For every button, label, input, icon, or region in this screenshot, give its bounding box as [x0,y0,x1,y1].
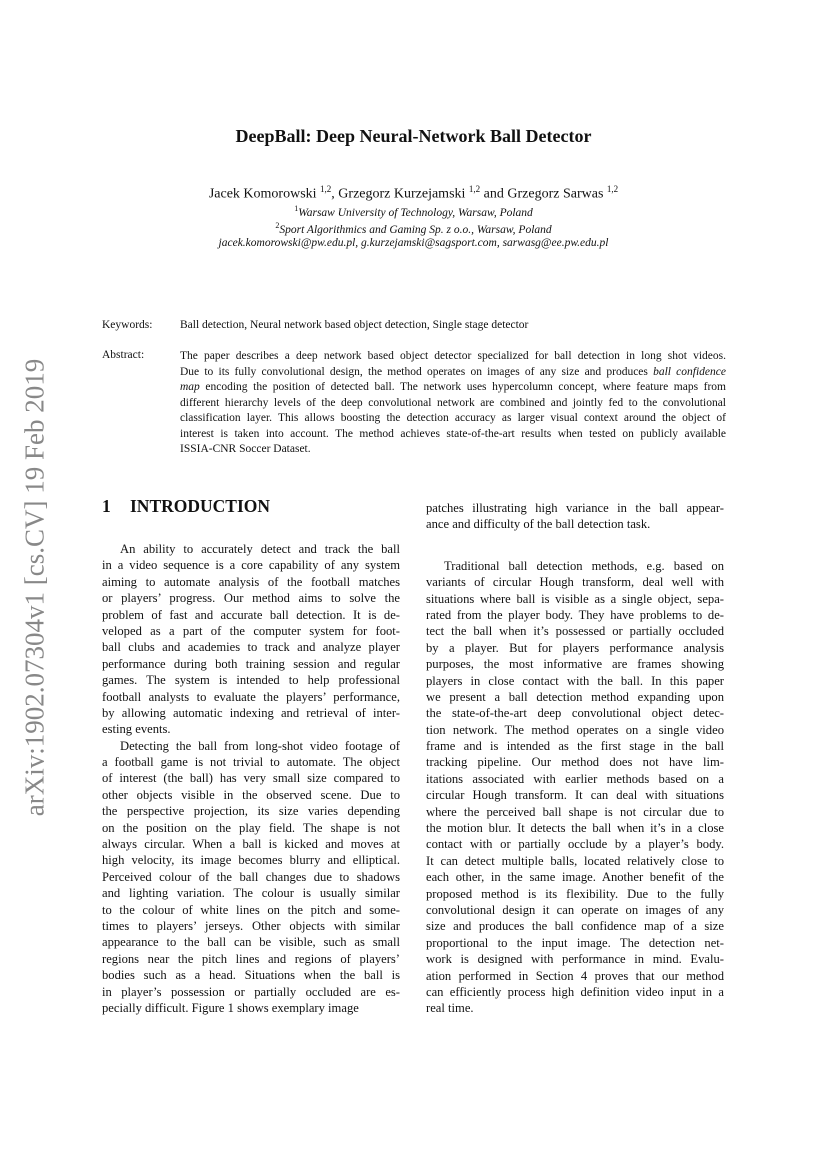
text-line: aiming to automate analysis of the football matches [102,574,400,589]
author-affiliation: 1,2 [320,184,332,194]
text-line: the state-of-the-art deep convolutional object detec- [426,706,724,721]
text-line: football analysts to evaluate the players’ performance, [102,689,400,704]
text-line: we present a ball detection method expanding upon [426,689,724,704]
keywords-text: Ball detection, Neural network based object detection, Single stage detector [180,319,529,331]
abstract-line: The paper describes a deep network based object detector specialized for ball detection in long shot videos. [180,350,726,362]
text-line: problem of fast and accurate ball detection. It is de- [102,607,400,622]
abstract-line: ISSIA-CNR Soccer Dataset. [180,443,311,455]
text-line: or players’ progress. Our method aims to solve the [102,591,400,606]
text-line: ball clubs and academies to track and analyze player [102,640,400,655]
text-line: proportional to the input image. The detection net- [426,935,724,950]
author-separator: and [480,186,508,202]
abstract-line: interest is taken into account. The method achieves state-of-the-art results when tested on publicly available [180,427,726,440]
text-line: veloped as a part of the computer system for foot- [102,623,400,638]
author-affiliation: 1,2 [468,184,481,194]
text-line: regions near the pitch lines and regions of players’ [102,951,400,966]
text-line: by allowing automatic indexing and retrieval of inter- [102,705,400,720]
text-line: in a video sequence is a core capability of any system [102,558,400,573]
text-line: high velocity, its image becomes blurry and elliptical. [102,853,400,868]
abstract-line: different hierarchy levels of the deep convolutional network are combined and jointly fed to the convolutional [180,396,726,409]
abstract-line [180,380,726,396]
text-line: tion network. The method operates on a single video [426,722,724,737]
text-line: It can detect multiple balls, located relatively close to [426,853,724,868]
abstract-text-run: Due to its fully convolutional design, the method operates on images of any size and produces [180,365,654,378]
text-line: players in close contact with the ball. In this paper [426,673,724,688]
author-emails: jacek.komorowski@pw.edu.pl, g.kurzejamski@sagsport.com, sarwasg@ee.pw.edu.pl [218,237,609,249]
abstract-emphasis: ball confidence [653,365,726,378]
keywords-label: Keywords: [102,319,153,331]
text-line: appearance to the ball can be visible, such as small [102,935,400,950]
right-column [426,500,724,1017]
text-line: the perspective projection, its size varies depending [102,804,400,819]
text-line: other objects visible in the observed scene. Due to [102,787,400,802]
text-line: games. The system is intended to help professional [102,673,400,688]
text-line: on the position on the play field. The shape is not [102,820,400,835]
abstract-emphasis: map [180,381,200,393]
text-line: proposed method is its flexibility. Due to the fully [426,886,724,901]
section-title: INTRODUCTION [130,496,271,516]
text-line: always circular. When a ball is kicked and moves at [102,837,400,852]
affiliation-2 [0,221,827,236]
abstract-text-run: encoding the position of detected ball. The network uses hypercolumn concept, where feature maps from [199,381,726,393]
text-line: esting events. [102,722,171,737]
affiliation-text: Warsaw University of Technology, Warsaw, Poland [298,206,533,219]
text-line: ation performed in Section 4 proves that our method [426,968,724,983]
text-line: the motion blur. It detects the ball when it’s in a close [426,821,724,836]
author-separator: , [331,186,339,202]
text-line: each other, in the same image. Another benefit of the [426,870,724,885]
text-line: work is designed with performance in mind. Evalu- [426,952,724,967]
abstract-line: classification layer. This allows boosting the detection accuracy as larger visual context around the object of [180,412,726,424]
abstract-label: Abstract: [102,349,145,361]
text-line: Detecting the ball from long-shot video footage of [120,738,400,753]
text-line: Traditional ball detection methods, e.g. based on [444,558,724,573]
text-line: ance and difficulty of the ball detection task. [426,517,651,532]
text-line: and lighting variation. The colour is usually similar [102,886,400,901]
paper-title: DeepBall: Deep Neural-Network Ball Detector [235,126,592,146]
paragraph [426,500,724,533]
paragraph [102,738,400,1017]
text-line: a football game is not trivial to automate. The object [102,755,400,770]
abstract-line [180,365,726,381]
text-line: situations where ball is visible as a single object, sepa- [426,591,724,606]
affiliation-number: 1 [294,204,299,213]
text-line: purposes, the most informative are frames showing [426,657,724,672]
author-affiliation: 1,2 [606,184,619,194]
text-line: contact with or partially occlude by a player’s body. [426,837,724,852]
text-line: rated from the player body. They have problems to de- [426,607,724,622]
left-column [102,541,400,1016]
text-line: bodies such as a head. Situations when the ball is [102,968,400,983]
text-line: in player’s possession or partially occluded are es- [102,984,400,999]
section-heading [102,496,270,517]
arxiv-identifier: arXiv:1902.07304v1 [cs.CV] 19 Feb 2019 [19,358,50,817]
affiliation-1 [0,204,827,219]
text-line: circular Hough transform. It can deal with situations [426,788,724,803]
text-line: tracking pipeline. Our method does not have lim- [426,755,724,770]
text-line: size and produces the ball confidence map of a size [426,919,724,934]
text-line: of interest (the ball) has very small size compared to [102,771,400,786]
paragraph [102,541,400,738]
text-line: can efficiently process high definition video input in a [426,984,724,999]
text-line: pecially difficult. Figure 1 shows exemplary image [102,1000,359,1015]
affiliation-text: Sport Algorithmics and Gaming Sp. z o.o., Warsaw, Poland [279,223,552,236]
abstract-text [180,349,726,458]
author-name: Jacek Komorowski [208,186,317,202]
affiliation-number: 2 [275,221,280,230]
text-line: frame and is intended as the first stage in the ball [426,739,724,754]
text-line: times to players’ jerseys. Other objects with similar [102,918,400,933]
text-line: where the perceived ball shape is not circular due to [426,804,724,819]
text-line: by a player. But for players performance analysis [426,640,724,655]
text-line: convolutional design it can operate on images of any [426,902,724,917]
text-line: to the colour of white lines on the pitch and some- [102,902,400,917]
author-list [0,184,827,203]
text-line: An ability to accurately detect and track the ball [120,542,400,556]
author-name: Grzegorz Sarwas [507,186,604,202]
text-line: real time. [426,1001,474,1016]
text-line: variants of circular Hough transform, deal well with [426,575,724,590]
text-line: patches illustrating high variance in the ball appear- [426,501,724,515]
author-name: Grzegorz Kurzejamski [338,186,466,202]
paragraph [426,558,724,1017]
section-number: 1 [102,496,111,516]
text-line: performance during both training session and regular [102,656,400,671]
text-line: tect the ball when it’s possessed or partially occluded [426,624,724,639]
text-line: itations associated with earlier methods based on a [426,771,724,786]
text-line: Perceived colour of the ball changes due to shadows [102,869,400,884]
